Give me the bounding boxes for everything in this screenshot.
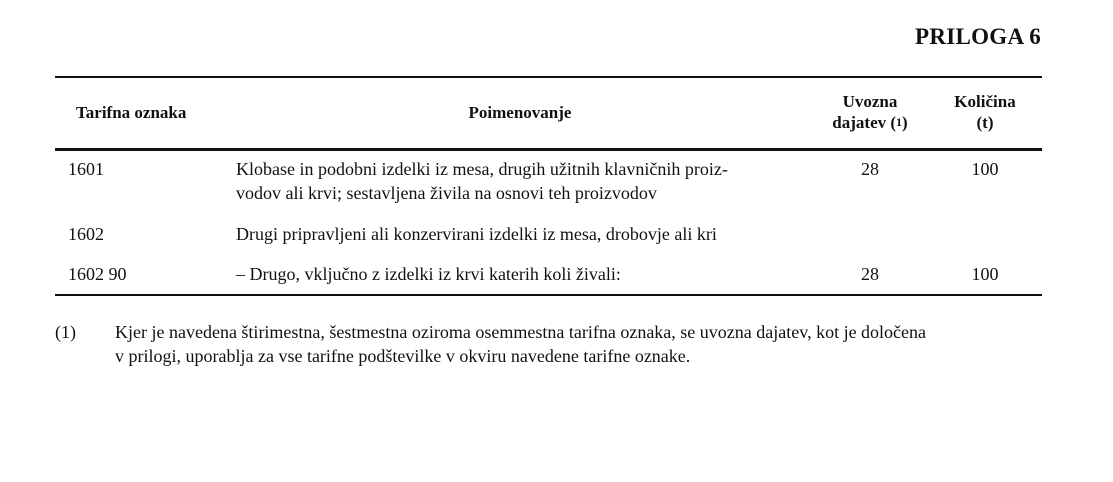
- row-1601-description: [236, 157, 806, 205]
- header-import-duty-text: dajatev (: [832, 113, 897, 132]
- row-1601-duty: 28: [861, 159, 879, 179]
- footnote-marker: (1): [55, 322, 76, 342]
- row-1601-quantity: 100: [971, 159, 999, 179]
- table-header-rule: [55, 148, 1042, 151]
- header-description: Poimenovanje: [468, 103, 572, 122]
- row-1601-code: 1601: [68, 159, 104, 179]
- footnote-line1: Kjer je navedena štirimestna, šestmestna oziroma osemmestna tarifna oznaka, se uvozna dajatev, kot je določena: [115, 322, 927, 342]
- row-1601-description-line2: vodov ali krvi; sestavljena živila na osnovi teh proizvodov: [236, 183, 657, 203]
- header-tariff-code: Tarifna oznaka: [76, 103, 187, 122]
- header-quantity-line1: Količina: [954, 92, 1016, 111]
- header-import-duty-close: ): [902, 113, 908, 132]
- header-import-duty: [806, 91, 934, 135]
- header-import-duty-line1: Uvozna: [842, 92, 898, 111]
- annex-title: PRILOGA 6: [914, 24, 1041, 49]
- table-bottom-rule: [55, 294, 1042, 296]
- footnote-text: [115, 320, 1045, 368]
- footnote-line2: v prilogi, uporablja za vse tarifne podštevilke v okviru navedene tarifne oznake.: [115, 346, 691, 366]
- row-160290-description: – Drugo, vključno z izdelki iz krvi katerih koli živali:: [236, 264, 621, 284]
- row-160290-code: 1602 90: [68, 264, 127, 284]
- row-1602-code: 1602: [68, 224, 104, 244]
- row-160290-quantity: 100: [971, 264, 999, 284]
- footnote-ref: 1: [896, 115, 903, 129]
- header-quantity-line2: (t): [976, 113, 994, 132]
- row-160290-duty: 28: [861, 264, 879, 284]
- header-quantity: [930, 91, 1040, 133]
- row-1602-description: Drugi pripravljeni ali konzervirani izdelki iz mesa, drobovje ali kri: [236, 224, 717, 244]
- header-import-duty-line2: [806, 112, 934, 135]
- table-top-rule: [55, 76, 1042, 78]
- row-1601-description-line1: Klobase in podobni izdelki iz mesa, drugih užitnih klavničnih proiz-: [236, 159, 728, 179]
